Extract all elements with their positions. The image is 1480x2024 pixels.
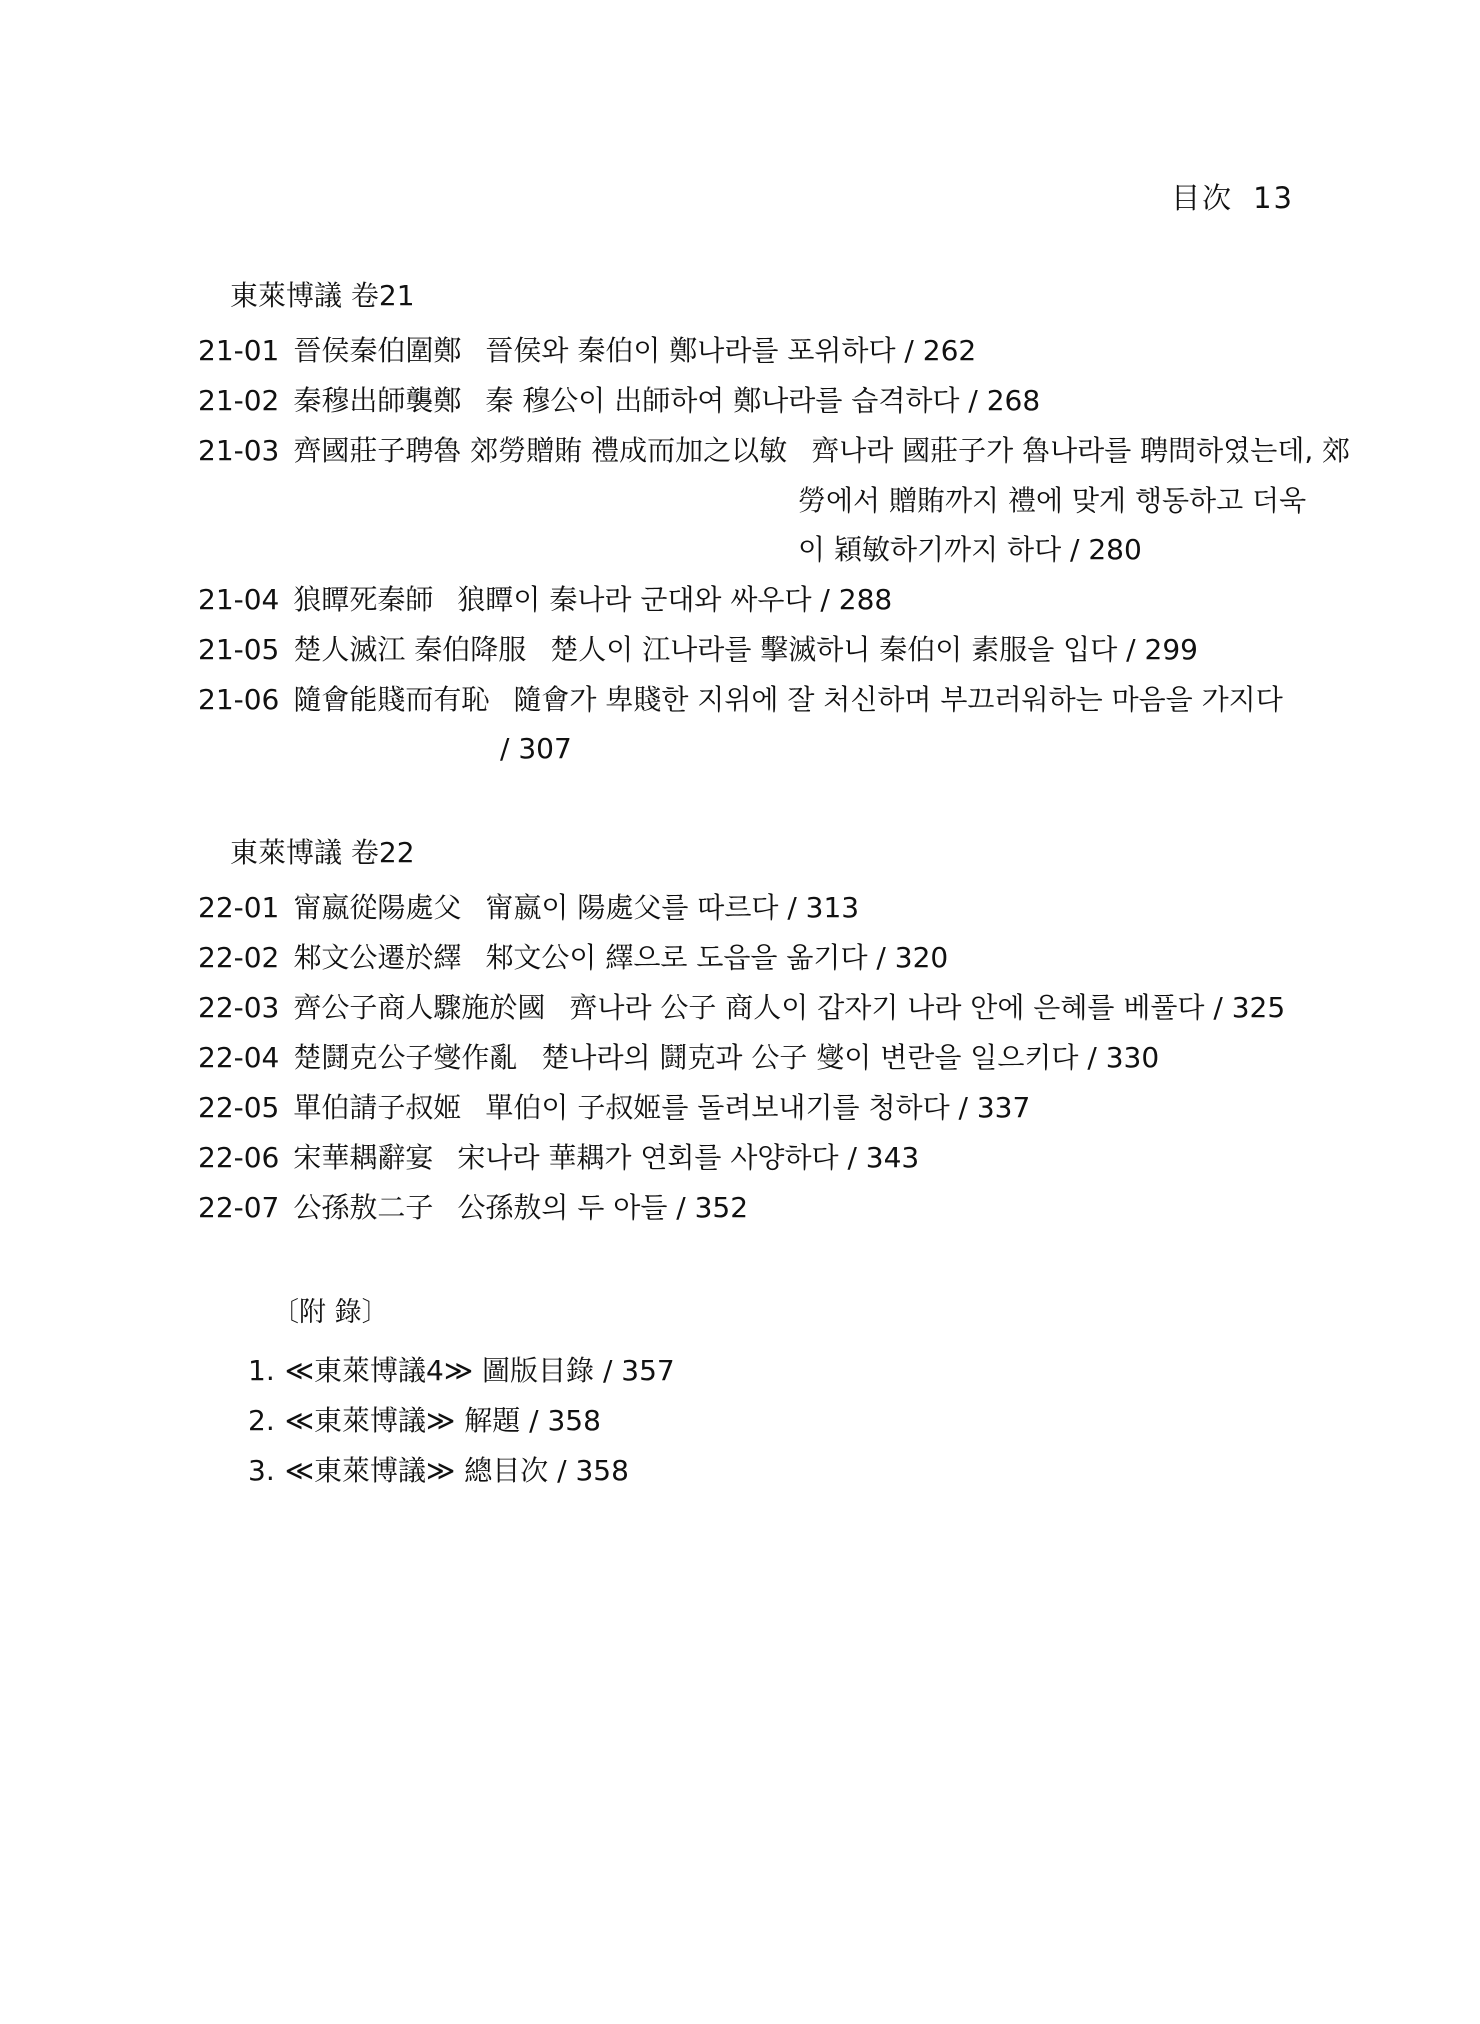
appendix-title: 〔附 錄〕 bbox=[272, 1297, 389, 1328]
entry-translation: 楚나라의 鬪克과 公子 燮이 변란을 일으키다 / 330 bbox=[541, 1041, 1160, 1074]
entry-original-title: 單伯請子叔姬 bbox=[293, 1091, 462, 1124]
toc-entry bbox=[198, 630, 1198, 670]
toc-entry bbox=[198, 1088, 1030, 1128]
entry-code: 21-05 bbox=[198, 633, 280, 666]
entry-original-title: 甯嬴從陽處父 bbox=[293, 891, 462, 924]
entry-translation-continued: 勞에서 贈賄까지 禮에 맞게 행동하고 더욱 bbox=[798, 484, 1307, 517]
entry-code: 21-04 bbox=[198, 583, 280, 616]
entry-translation: 邾文公이 繹으로 도읍을 옮기다 / 320 bbox=[485, 941, 949, 974]
appendix-item-number: 1. bbox=[248, 1354, 275, 1387]
entry-original-title: 公孫敖二子 bbox=[293, 1191, 434, 1224]
appendix-item bbox=[248, 1351, 675, 1391]
toc-entry bbox=[198, 938, 948, 978]
entry-original-title: 楚鬪克公子燮作亂 bbox=[293, 1041, 518, 1074]
appendix-item-text: ≪東萊博議≫ 總目次 / 358 bbox=[284, 1454, 629, 1487]
appendix-item-number: 3. bbox=[248, 1454, 275, 1487]
toc-entry bbox=[198, 1138, 919, 1178]
entry-translation: 宋나라 華耦가 연회를 사양하다 / 343 bbox=[457, 1141, 920, 1174]
toc-entry bbox=[198, 1188, 748, 1228]
entry-original-title: 楚人滅江 秦伯降服 bbox=[293, 633, 527, 666]
toc-entry bbox=[198, 580, 892, 620]
entry-original-title: 齊國莊子聘魯 郊勞贈賄 禮成而加之以敏 bbox=[293, 434, 788, 467]
appendix-item bbox=[248, 1451, 629, 1491]
entry-code: 22-01 bbox=[198, 891, 280, 924]
entry-code: 21-03 bbox=[198, 434, 280, 467]
entry-code: 22-04 bbox=[198, 1041, 280, 1074]
entry-code: 22-06 bbox=[198, 1141, 280, 1174]
volume-21-title: 東萊博議 卷21 bbox=[230, 279, 415, 312]
toc-entry bbox=[198, 331, 976, 371]
toc-entry bbox=[198, 988, 1285, 1028]
entry-translation: 齊나라 國莊子가 魯나라를 聘問하였는데, 郊 bbox=[811, 434, 1351, 467]
appendix-item bbox=[248, 1401, 601, 1441]
volume-22-title: 東萊博議 卷22 bbox=[230, 836, 415, 869]
entry-translation-continued: 이 穎敏하기까지 하다 / 280 bbox=[798, 533, 1142, 566]
entry-translation: 隨會가 卑賤한 지위에 잘 처신하며 부끄러워하는 마음을 가지다 bbox=[513, 683, 1283, 716]
running-header bbox=[1171, 176, 1294, 217]
entry-translation: 秦 穆公이 出師하여 鄭나라를 습격하다 / 268 bbox=[485, 384, 1041, 417]
entry-code: 21-01 bbox=[198, 334, 280, 367]
entry-translation: 狼瞫이 秦나라 군대와 싸우다 / 288 bbox=[457, 583, 893, 616]
entry-code: 22-02 bbox=[198, 941, 280, 974]
toc-entry bbox=[198, 431, 1350, 471]
entry-code: 22-07 bbox=[198, 1191, 280, 1224]
header-title: 目次 bbox=[1171, 181, 1234, 215]
entry-code: 21-02 bbox=[198, 384, 280, 417]
entry-original-title: 晉侯秦伯圍鄭 bbox=[293, 334, 462, 367]
entry-original-title: 邾文公遷於繹 bbox=[293, 941, 462, 974]
entry-translation: 齊나라 公子 商人이 갑자기 나라 안에 은혜를 베풀다 / 325 bbox=[569, 991, 1286, 1024]
entry-original-title: 隨會能賤而有恥 bbox=[293, 683, 490, 716]
entry-original-title: 狼瞫死秦師 bbox=[293, 583, 434, 616]
toc-entry bbox=[198, 888, 859, 928]
entry-translation: 晉侯와 秦伯이 鄭나라를 포위하다 / 262 bbox=[485, 334, 977, 367]
appendix-item-text: ≪東萊博議4≫ 圖版目錄 / 357 bbox=[284, 1354, 675, 1387]
entry-original-title: 宋華耦辭宴 bbox=[293, 1141, 434, 1174]
entry-translation-continued: / 307 bbox=[500, 732, 572, 765]
toc-entry bbox=[198, 381, 1040, 421]
appendix-item-text: ≪東萊博議≫ 解題 / 358 bbox=[284, 1404, 601, 1437]
entry-translation: 楚人이 江나라를 擊滅하니 秦伯이 素服을 입다 / 299 bbox=[550, 633, 1198, 666]
page-number: 13 bbox=[1253, 181, 1294, 215]
entry-code: 22-05 bbox=[198, 1091, 280, 1124]
entry-code: 21-06 bbox=[198, 683, 280, 716]
entry-original-title: 齊公子商人驟施於國 bbox=[293, 991, 546, 1024]
appendix-item-number: 2. bbox=[248, 1404, 275, 1437]
entry-translation: 甯嬴이 陽處父를 따르다 / 313 bbox=[485, 891, 860, 924]
entry-translation: 單伯이 子叔姬를 돌려보내기를 청하다 / 337 bbox=[485, 1091, 1031, 1124]
entry-code: 22-03 bbox=[198, 991, 280, 1024]
toc-entry bbox=[198, 1038, 1159, 1078]
toc-entry bbox=[198, 680, 1283, 720]
entry-original-title: 秦穆出師襲鄭 bbox=[293, 384, 462, 417]
entry-translation: 公孫敖의 두 아들 / 352 bbox=[457, 1191, 749, 1224]
